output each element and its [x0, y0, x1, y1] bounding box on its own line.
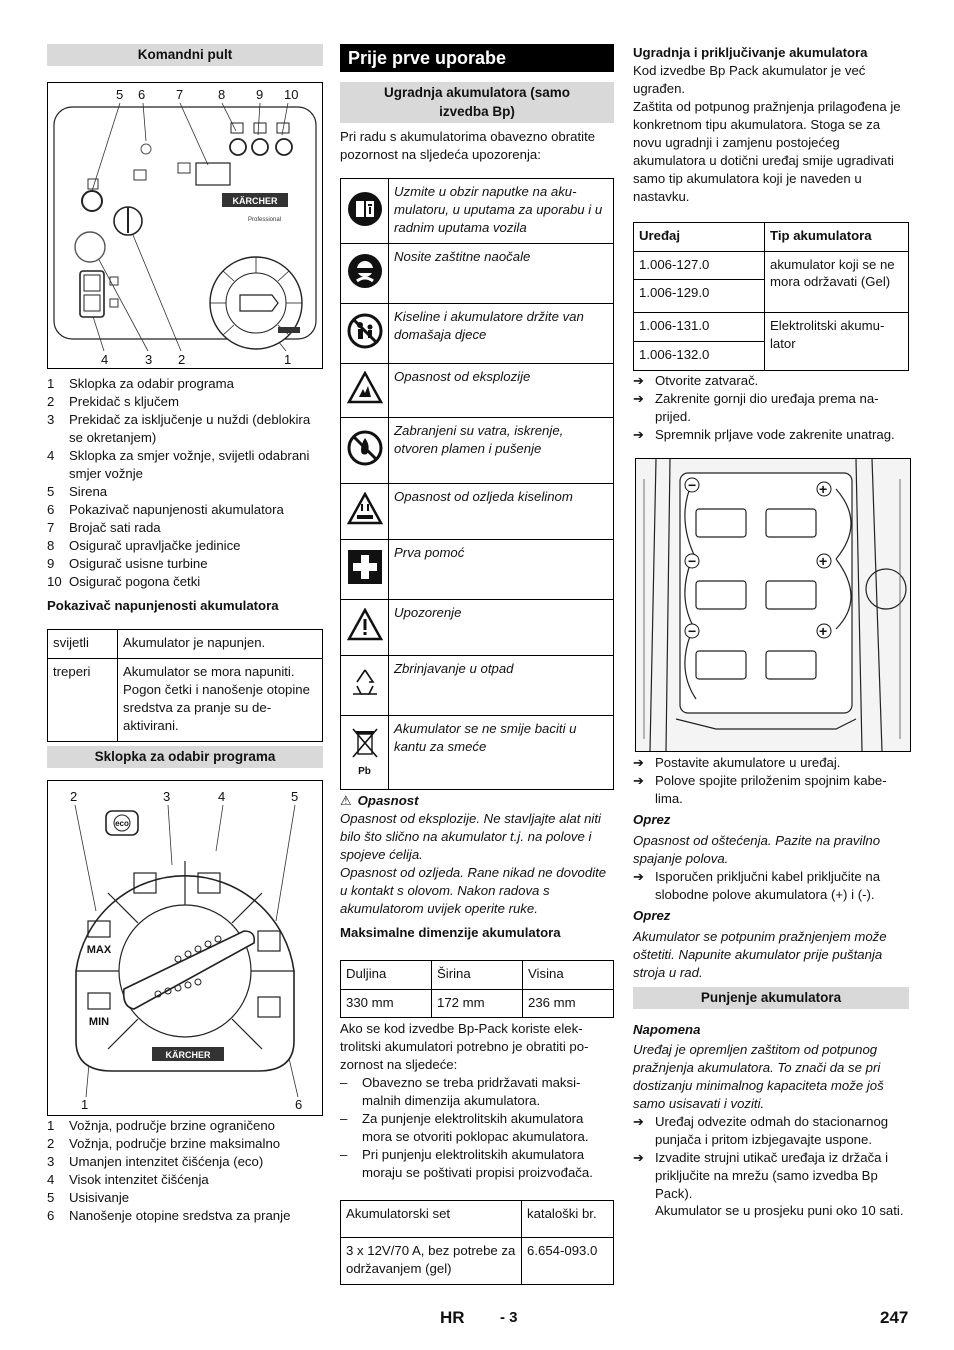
steps-b-list: [633, 754, 909, 808]
no-fire-icon: [341, 417, 389, 483]
list-item: 1 Sklopka za odabir programa: [47, 376, 234, 392]
symbol-text: Opasnost od ozljeda kiselinom: [389, 483, 614, 539]
table-cell: Akumulatorski set: [341, 1201, 522, 1238]
fig-label-3: 3: [145, 352, 153, 368]
svg-text:−: −: [688, 553, 697, 570]
fig-label-10: 10: [284, 87, 299, 103]
arrow-icon: ➔: [633, 1113, 644, 1129]
table-row: [634, 313, 909, 342]
arrow-icon: ➔: [633, 1149, 644, 1165]
table-cell: treperi: [48, 658, 118, 741]
fig-label-8: 8: [218, 87, 226, 103]
table-cell: kataloški br.: [522, 1201, 614, 1238]
svg-text:−: −: [688, 477, 697, 494]
table-cell: 172 mm: [432, 989, 523, 1018]
battery-compartment-figure: [635, 458, 911, 752]
symbol-text: Prva pomoć: [389, 539, 614, 599]
list-item: 3 Umanjen intenzitet čišćenja (eco): [47, 1153, 264, 1169]
warning-symbols-table: [340, 178, 614, 790]
control-panel-drawing: [48, 83, 322, 368]
table-row: [341, 1238, 614, 1285]
danger-text-1: Opasnost od eksplozije. Ne stavljajte alat niti bilo što slično na akumulator t.j. na polove i spojeve ćelija.: [340, 810, 601, 862]
danger-text-2: Opasnost od ozljeda. Rane nikad ne dovodite u kontakt s olovom. Nakon radova s akumulatorom uvijek operite ruke.: [340, 864, 607, 916]
warning-icon: ⚠: [340, 793, 352, 809]
install-text-1: Kod izvedbe Bp Pack akumulator je već ugrađen.: [633, 62, 866, 96]
table-row: [341, 960, 614, 989]
warning-icon: [341, 599, 389, 655]
table-row: [634, 222, 909, 251]
manual-icon: [341, 179, 389, 244]
table-row: [48, 629, 323, 658]
sel-label-5: 5: [291, 788, 299, 804]
fig-label-4: 4: [101, 352, 109, 368]
arrow-icon: ➔: [633, 373, 644, 389]
list-item: – Obavezno se treba pridržavati maksimalnih dimenzija akumulatora.: [340, 1075, 581, 1109]
sel-label-6: 6: [295, 1096, 303, 1112]
column-1: [47, 44, 323, 1225]
list-item: ➔ Zakrenite gornji dio uređaja prema naprijed.: [633, 391, 879, 425]
symbol-text: Zabranjeni su vatra, iskrenje, otvoren plamen i pušenje: [389, 417, 614, 483]
symbol-text: Akumulator se ne smije baciti u kantu za smeće: [389, 715, 614, 789]
install-heading: Ugradnja i priključivanje akumulatora: [633, 45, 868, 60]
charge-indicator-table: [47, 629, 323, 742]
list-item: 2 Prekidač s ključem: [47, 394, 179, 410]
max-dimensions-heading: Maksimalne dimenzije akumulatora: [340, 924, 561, 940]
list-item: 1 Vožnja, područje brzine ograničeno: [47, 1117, 276, 1133]
fig-label-6: 6: [138, 87, 146, 103]
list-item: ➔ Izvadite strujni utikač uređaja iz držača i priključite na mrežu (samo izvedba Bp Pack).: [633, 1149, 889, 1201]
table-cell: Duljina: [341, 960, 432, 989]
note-text: Uređaj je opremljen zaštitom od potpunog pražnjenja akumulatora. To znači da se pri dostizanju minimalnog kapaciteta može još samo usisavati i voziti.: [633, 1041, 884, 1111]
symbol-text: Upozorenje: [389, 599, 614, 655]
table-row: [341, 179, 614, 244]
sel-label-3: 3: [163, 788, 171, 804]
list-item: 5 Usisivanje: [47, 1189, 130, 1205]
svg-text:+: +: [819, 553, 828, 570]
table-cell: Elektrolitski akumulator: [765, 313, 909, 371]
arrow-icon: ➔: [633, 755, 644, 771]
table-cell: akumulator koji se ne mora održavati (Gel): [765, 251, 909, 313]
section-heading-program-selector: Sklopka za odabir programa: [47, 746, 323, 768]
intro-text: Pri radu s akumulatorima obavezno obratite pozornost na sljedeća upozorenja:: [340, 129, 596, 163]
table-cell: Visina: [523, 960, 614, 989]
control-panel-figure: [47, 82, 323, 369]
sel-max-label: MAX: [86, 943, 112, 956]
fig-label-5: 5: [116, 87, 124, 103]
table-cell: Širina: [432, 960, 523, 989]
step-c-list: [633, 868, 909, 904]
recycle-icon: [341, 655, 389, 715]
footer-lang: HR: [440, 1308, 465, 1327]
sel-label-1: 1: [81, 1096, 89, 1112]
table-cell: 3 x 12V/70 A, bez potrebe za održavanjem (gel): [341, 1238, 522, 1285]
pb-label: Pb: [358, 766, 371, 778]
table-cell: 1.006-129.0: [634, 280, 765, 313]
program-selector-figure: [47, 780, 323, 1116]
caution-title-1: Oprez: [633, 812, 671, 828]
list-item: ➔ Isporučen priključni kabel priključite na slobodne polove akumulatora (+) i (-).: [633, 868, 881, 902]
panel-items-list: [47, 375, 323, 590]
table-header: Tip akumulatora: [765, 222, 909, 251]
acid-icon: [341, 483, 389, 539]
symbol-text: Nosite zaštitne naočale: [389, 243, 614, 303]
table-row: [341, 243, 614, 303]
program-selector-drawing: [48, 781, 322, 1115]
battery-compartment-drawing: [636, 459, 910, 751]
caution-title-2: Oprez: [633, 907, 671, 923]
sel-min-label: MIN: [88, 1015, 110, 1028]
sel-label-2: 2: [70, 788, 78, 804]
steps-d-list: [633, 1113, 909, 1203]
table-row: [48, 658, 323, 741]
svg-text:+: +: [819, 623, 828, 640]
symbol-text: Kiseline i akumulatore držite van domašaja djece: [389, 303, 614, 363]
selector-items-list: [47, 1117, 323, 1225]
list-item: ➔ Uređaj odvezite odmah do stacionarnog punjača i pritom izbjegavajte uspone.: [633, 1113, 889, 1147]
list-item: ➔ Spremnik prljave vode zakrenite unatrag.: [633, 427, 895, 443]
column-3: [633, 44, 909, 1220]
section-heading-battery-install: Ugradnja akumulatora (samo izvedba Bp): [340, 82, 614, 123]
footer-page-number: 247: [880, 1308, 909, 1327]
footer-page-local: - 3: [500, 1309, 518, 1326]
goggles-icon: [341, 243, 389, 303]
table-row: [341, 715, 614, 789]
table-row: [341, 483, 614, 539]
svg-text:−: −: [688, 623, 697, 640]
table-cell: 1.006-127.0: [634, 251, 765, 280]
danger-title: Opasnost: [357, 792, 419, 808]
table-cell: 6.654-093.0: [522, 1238, 614, 1285]
steps-a-list: [633, 372, 909, 444]
bp-pack-text: Ako se kod izvedbe Bp-Pack koriste elektrolitski akumulatori potrebno je obratiti pozornost na sljedeće:: [340, 1021, 589, 1073]
battery-type-table: [633, 222, 909, 372]
no-children-icon: [341, 303, 389, 363]
section-heading-control-panel: Komandni pult: [47, 44, 323, 66]
svg-text:Professional: Professional: [248, 217, 282, 224]
table-row: [634, 251, 909, 280]
table-row: [341, 989, 614, 1018]
table-cell: 1.006-131.0: [634, 313, 765, 342]
table-header: Uređaj: [634, 222, 765, 251]
table-cell: Akumulator se mora napuniti. Pogon četki i nanošenje otopine sredstva za pranje su deaktivirani.: [118, 658, 323, 741]
list-item: 6 Pokazivač napunjenosti akumulatora: [47, 502, 284, 518]
list-item: 9 Osigurač usisne turbine: [47, 555, 208, 571]
bp-pack-list: [340, 1074, 614, 1182]
sel-eco-label: eco: [115, 818, 129, 828]
list-item: ➔ Polove spojite priloženim spojnim kabelima.: [633, 773, 887, 807]
list-item: 5 Sirena: [47, 484, 108, 500]
bin-icon: [341, 715, 389, 789]
battery-set-table: [340, 1200, 614, 1285]
list-item: 4 Sklopka za smjer vožnje, svijetli odabrani smjer vožnje: [47, 448, 310, 482]
caution-text-2: Akumulator se potpunim pražnjenjem može oštetiti. Napunite akumulator prije puštanja stroja u rad.: [633, 928, 887, 980]
list-item: 3 Prekidač za isključenje u nuždi (deblokira se okretanjem): [47, 412, 311, 446]
table-cell: 330 mm: [341, 989, 432, 1018]
table-row: [341, 363, 614, 417]
charge-indicator-heading: Pokazivač napunjenosti akumulatora: [47, 597, 279, 613]
arrow-icon: ➔: [633, 773, 644, 789]
table-cell: 236 mm: [523, 989, 614, 1018]
note-title: Napomena: [633, 1021, 701, 1037]
fig-label-7: 7: [176, 87, 184, 103]
list-item: 4 Visok intenzitet čišćenja: [47, 1171, 209, 1187]
table-row: [341, 303, 614, 363]
panel-brand-text: KÄRCHER: [232, 196, 278, 207]
list-item: 7 Brojač sati rada: [47, 519, 161, 535]
table-row: [341, 417, 614, 483]
explosion-icon: [341, 363, 389, 417]
list-item: 8 Osigurač upravljačke jedinice: [47, 537, 241, 553]
table-cell: Akumulator je napunjen.: [118, 629, 323, 658]
list-item: ➔ Otvorite zatvarač.: [633, 373, 759, 389]
first-aid-icon: [341, 539, 389, 599]
table-row: [341, 599, 614, 655]
charge-duration-text: Akumulator se u prosjeku puni oko 10 sati.: [655, 1203, 904, 1219]
symbol-text: Uzmite u obzir naputke na akumulatoru, u uputama za uporabu i u radnim uputama vozila: [389, 179, 614, 244]
column-2: [340, 44, 614, 1285]
symbol-text: Opasnost od eksplozije: [389, 363, 614, 417]
table-row: [341, 1201, 614, 1238]
caution-text-1: Opasnost od oštećenja. Pazite na pravilno spajanje polova.: [633, 832, 881, 866]
page-title: Prije prve uporabe: [340, 44, 614, 72]
table-cell: 1.006-132.0: [634, 342, 765, 371]
list-item: ➔ Postavite akumulatore u uređaj.: [633, 755, 841, 771]
svg-text:+: +: [819, 481, 828, 498]
list-item: 6 Nanošenje otopine sredstva za pranje: [47, 1207, 291, 1223]
list-item: – Pri punjenju elektrolitskih akumulatora moraju se poštivati propisi proizvođača.: [340, 1147, 593, 1181]
table-row: [341, 655, 614, 715]
sel-brand-text: KÄRCHER: [165, 1049, 211, 1060]
list-item: 2 Vožnja, područje brzine maksimalno: [47, 1135, 281, 1151]
arrow-icon: ➔: [633, 391, 644, 407]
install-text-2: Zaštita od potpunog pražnjenja prilagođena je konkretnom tipu akumulatora. Stoga se za novu ugradnji i zamjenu postojećeg akumulatora u dotični uređaj smije ugradivati samo tip akumulatora koji je naveden u nastavku.: [633, 98, 901, 204]
list-item: 10 Osigurač pogona četki: [47, 573, 201, 589]
arrow-icon: ➔: [633, 427, 644, 443]
table-row: [341, 539, 614, 599]
section-heading-charging: Punjenje akumulatora: [633, 987, 909, 1009]
sel-label-4: 4: [218, 788, 226, 804]
arrow-icon: ➔: [633, 868, 644, 884]
fig-label-2: 2: [178, 352, 186, 368]
symbol-text: Zbrinjavanje u otpad: [389, 655, 614, 715]
table-cell: svijetli: [48, 629, 118, 658]
fig-label-9: 9: [256, 87, 264, 103]
danger-title-row: [340, 792, 614, 810]
dimensions-table: [340, 960, 614, 1019]
list-item: – Za punjenje elektrolitskih akumulatora mora se otvoriti poklopac akumulatora.: [340, 1111, 589, 1145]
fig-label-1: 1: [284, 352, 292, 368]
